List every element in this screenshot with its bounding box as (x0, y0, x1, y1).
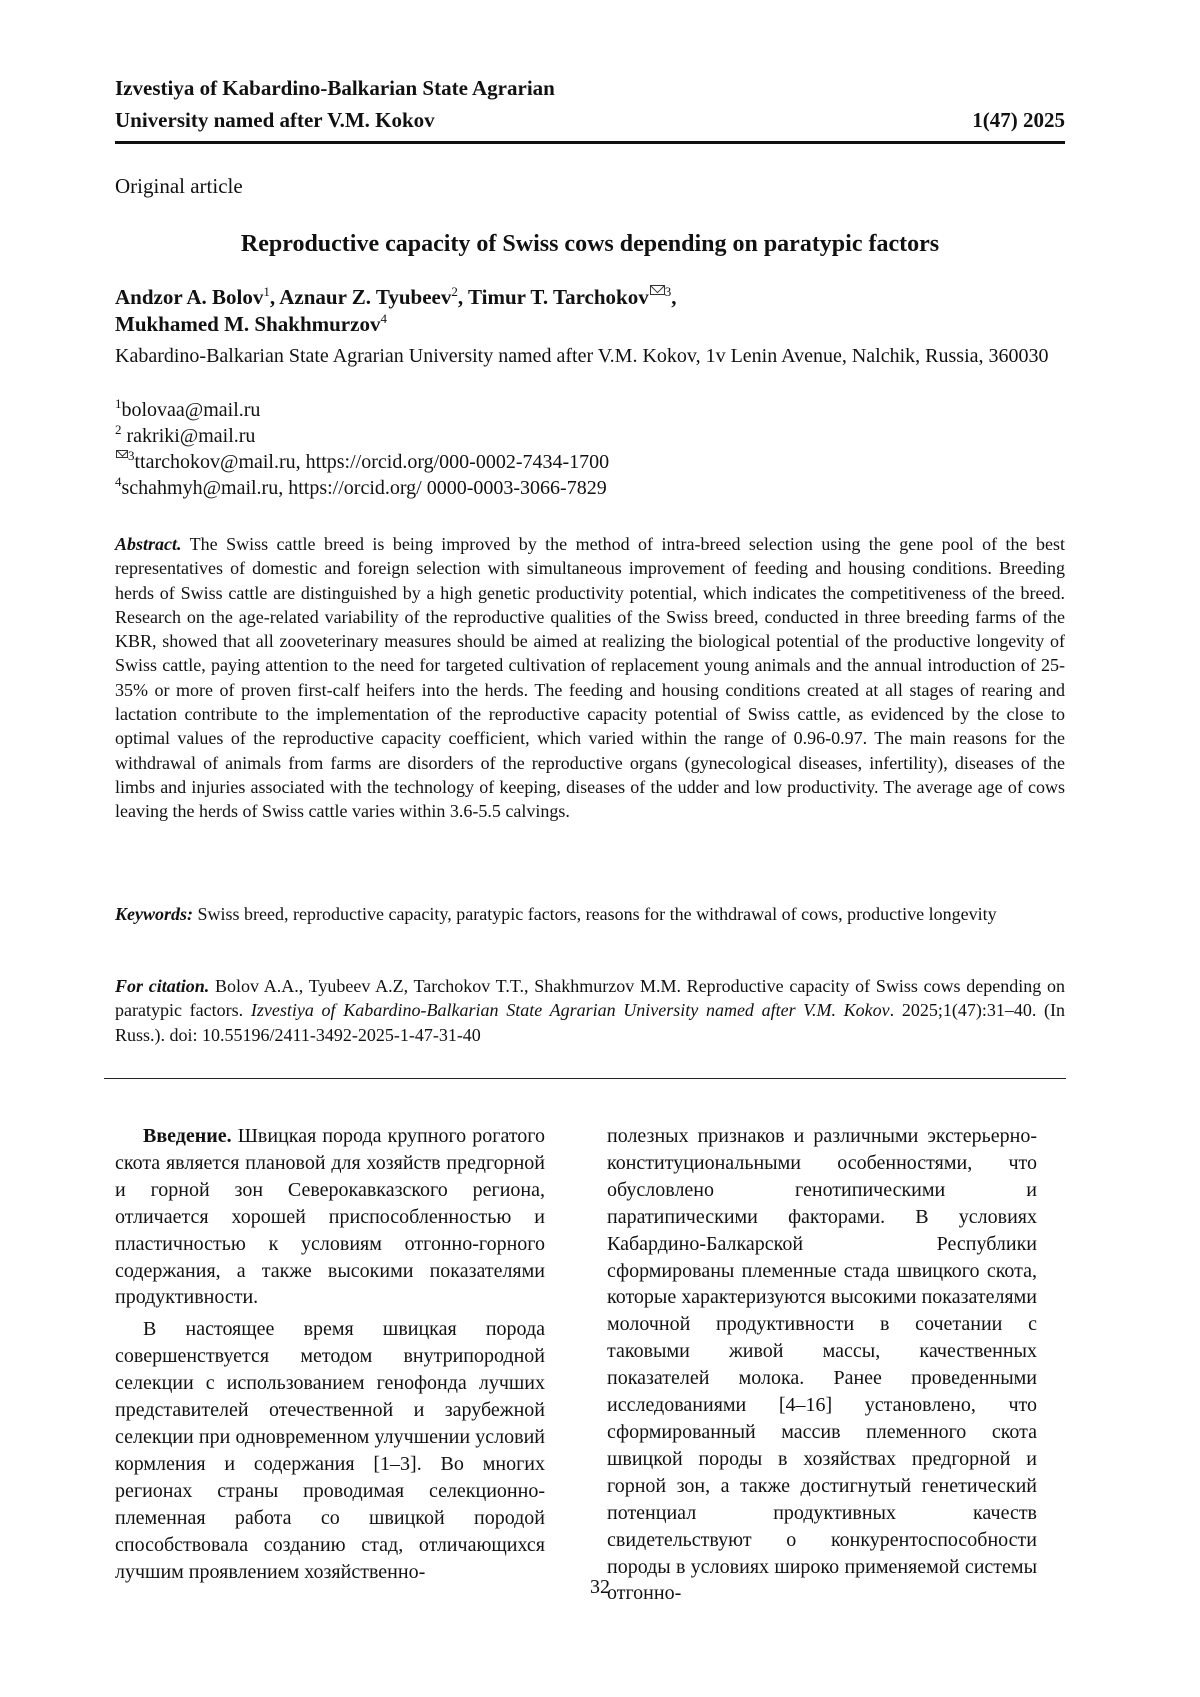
envelope-icon (650, 285, 665, 295)
citation-label: For citation. (115, 976, 209, 996)
envelope-icon (116, 450, 128, 458)
citation-details: . 2025;1(47):31–40. (In Russ.). doi: 10.55196/2411-3492-2025-1-47-31-40 (115, 1000, 1065, 1044)
author-name: Mukhamed M. Shakhmurzov (115, 312, 380, 336)
author-separator: , (270, 285, 279, 309)
issue-number: 1(47) 2025 (972, 106, 1065, 134)
author-affiliation-mark: 4 (380, 311, 387, 326)
citation (115, 974, 1065, 1047)
journal-name-line2: University named after V.M. Kokov (115, 106, 1065, 134)
author-affiliation-mark: 1 (263, 284, 270, 299)
contact-line (115, 423, 1065, 449)
contact-mark: 4 (115, 474, 122, 489)
contact-line (115, 475, 1065, 501)
keywords-text: Swiss breed, reproductive capacity, paratypic factors, reasons for the withdrawal of cows, productive longevity (198, 904, 997, 924)
body-paragraph: В настоящее время швицкая порода совершенствуется методом внутрипородной селекции с использованием генофонда лучших представителей отечественной и зарубежной селекции при одновременном улучшении условий кормления и содержания [1–3]. Во многих регионах страны проводимая селекционно-племенная работа со швицкой породой способствовала созданию стад, отличающихся лучшим проявлением хозяйственно- (115, 1316, 545, 1585)
author-name: Aznaur Z. Tyubeev (279, 285, 451, 309)
intro-label: Введение. (143, 1125, 232, 1147)
body-paragraph: полезных признаков и различными экстерьерно-конституциональными особенностями, что обусловлено генотипическими и паратипическими факторами. В условиях Кабардино-Балкарской Республики сформированы племенные стада швицкого скота, которые характеризуются высокими показателями молочной продуктивности в сочетании с таковыми живой массы, качественных показателей молока. Ранее проведенными исследованиями [4–16] установлено, что сформированный массив племенного скота швицкой породы в хозяйствах предгорной и горной зон, а также достигнутый генетический потенциал продуктивных качеств свидетельствуют о конкурентоспособности породы в условиях широко применяемой системы отгонно- (607, 1123, 1037, 1607)
contact-mark: 1 (115, 396, 122, 411)
citation-journal: Izvestiya of Kabardino-Balkarian State Agrarian University named after V.M. Kokov (251, 1000, 890, 1020)
journal-page (0, 0, 1200, 1697)
body-column-right (607, 1123, 1037, 1607)
abstract-text: The Swiss cattle breed is being improved by the method of intra-breed selection using the gene pool of the best representatives of domestic and foreign selection with simultaneous improvement of feeding and housing conditions. Breeding herds of Swiss cattle are distinguished by a high genetic productivity potential, which indicates the competitiveness of the breed. Research on the age-related variability of the reproductive qualities of the Swiss breed, conducted in three breeding farms of the KBR, showed that all zooveterinary measures should be aimed at realizing the biological potential of the productive longevity of Swiss cattle, paying attention to the need for targeted cultivation of replacement young animals and the annual introduction of 25-35% or more of proven first-calf heifers into the herds. The feeding and housing conditions created at all stages of rearing and lactation contribute to the implementation of the reproductive capacity potential of Swiss cattle, as evidenced by the close to optimal values of the reproductive capacity coefficient, which varied within the range of 0.96-0.97. The main reasons for the withdrawal of animals from farms are disorders of the reproductive organs (gynecological diseases, infertility), diseases of the limbs and injuries associated with the technology of keeping, diseases of the udder and low productivity. The average age of cows leaving the herds of Swiss cattle varies within 3.6-5.5 calvings. (115, 534, 1065, 821)
contact-email: ttarchokov@mail.ru, https://orcid.org/000-0002-7434-1700 (135, 451, 610, 473)
header-divider (115, 141, 1065, 144)
author-list (115, 284, 1065, 338)
body-column-left (115, 1123, 545, 1585)
contact-email: schahmyh@mail.ru, https://orcid.org/ 0000-0003-3066-7829 (122, 477, 607, 499)
author-contacts (115, 397, 1065, 501)
journal-name-line1: Izvestiya of Kabardino-Balkarian State Agrarian (115, 74, 1065, 102)
abstract (115, 532, 1065, 824)
author-affiliation-mark: 2 (451, 284, 458, 299)
author-separator: , (458, 285, 468, 309)
contact-line (115, 397, 1065, 423)
body-paragraph (115, 1123, 545, 1311)
citation-authors: Bolov A.A., Tyubeev A.Z, Tarchokov T.T., Shakhmurzov M.M. Reproductive capacity of Swiss cows depending on paratypic factors. (115, 976, 1065, 1020)
paragraph-text: Швицкая порода крупного рогатого скота является плановой для хозяйств предгорной и горной зон Северокавказского региона, отличается хорошей приспособленностью и пластичностью к условиям отгонно-горного содержания, а также высокими показателями продуктивности. (115, 1125, 545, 1308)
keywords (115, 902, 1065, 926)
body-divider (104, 1078, 1066, 1079)
article-type: Original article (115, 172, 243, 200)
contact-mark: 2 (115, 422, 122, 437)
contact-email: rakriki@mail.ru (122, 425, 256, 447)
contact-mark: 3 (128, 448, 135, 463)
author-name: Timur T. Tarchokov (468, 285, 649, 309)
contact-email: bolovaa@mail.ru (122, 399, 261, 421)
contact-line (115, 449, 1065, 475)
page-number: 32 (0, 1574, 1200, 1600)
author-affiliation: Kabardino-Balkarian State Agrarian University named after V.M. Kokov, 1v Lenin Avenue, Nalchik, Russia, 360030 (115, 343, 1065, 369)
abstract-label: Abstract. (115, 534, 182, 554)
author-separator: , (671, 285, 676, 309)
author-affiliation-mark: 3 (665, 284, 672, 299)
keywords-label: Keywords: (115, 904, 193, 924)
article-title: Reproductive capacity of Swiss cows depending on paratypic factors (115, 228, 1065, 260)
author-name: Andzor A. Bolov (115, 285, 263, 309)
